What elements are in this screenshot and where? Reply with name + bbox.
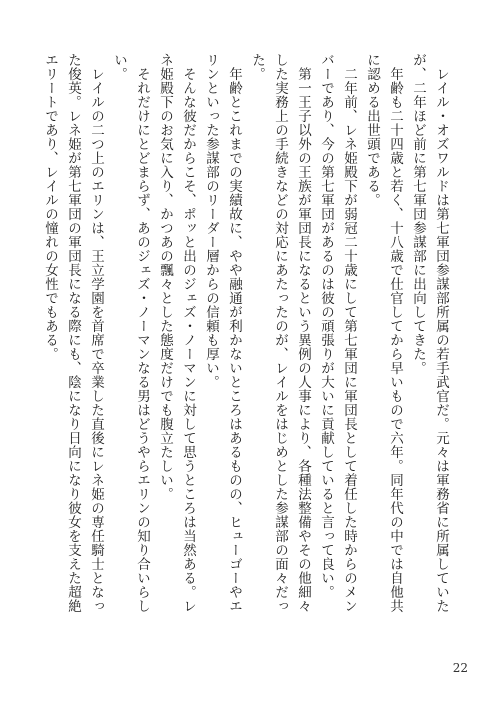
paragraph: 二年前、レネ姫殿下が弱冠二十歳にして第七軍団に軍団長として着任した時からのメンバーであり、今の第七軍団があるのは彼の頑張りが大いに貢献していると言って良い。 <box>318 53 357 613</box>
paragraph: 第一王子以外の王族が軍団長になるという異例の人事により、各種法整備やその他細々した実務上の手続きなどの対応にあたったのが、レイルをはじめとした参謀部の面々だった。 <box>249 53 311 613</box>
page-number: 22 <box>452 661 468 675</box>
vertical-text-body <box>42 53 452 613</box>
paragraph: そんな彼だからこそ、ポッと出のジェズ・ノーマンに対して思うところは当然ある。レネ姫殿下のお気に入り、かつあの飄々とした態度だけでも腹立たしい。 <box>157 53 196 613</box>
paragraph: 年齢も二十四歳と若く、十八歳で仕官してから早いもので六年。同年代の中では自他共に認める出世頭である。 <box>364 53 403 613</box>
paragraph: それだけにとどまらず、あのジェズ・ノーマンなる男はどうやらエリンの知り合いらしい。 <box>111 53 150 613</box>
paragraph: 年齢とこれまでの実績故に、やや融通が利かないところはあるものの、ヒューゴーやエリンといった参謀部のリーダー層からの信頼も厚い。 <box>203 53 242 613</box>
paragraph: レイル・オズワルドは第七軍団参謀部所属の若手武官だ。元々は軍務省に所属していたが、二年ほど前に第七軍団参謀部に出向してきた。 <box>410 53 449 613</box>
paragraph: レイルの二つ上のエリンは、王立学園を首席で卒業した直後にレネ姫の専任騎士となった俊英。レネ姫が第七軍団の軍団長になる際にも、陰になり日向になり彼女を支えた超絶エリートであり、レイルの憧れの女性でもある。 <box>42 53 104 613</box>
